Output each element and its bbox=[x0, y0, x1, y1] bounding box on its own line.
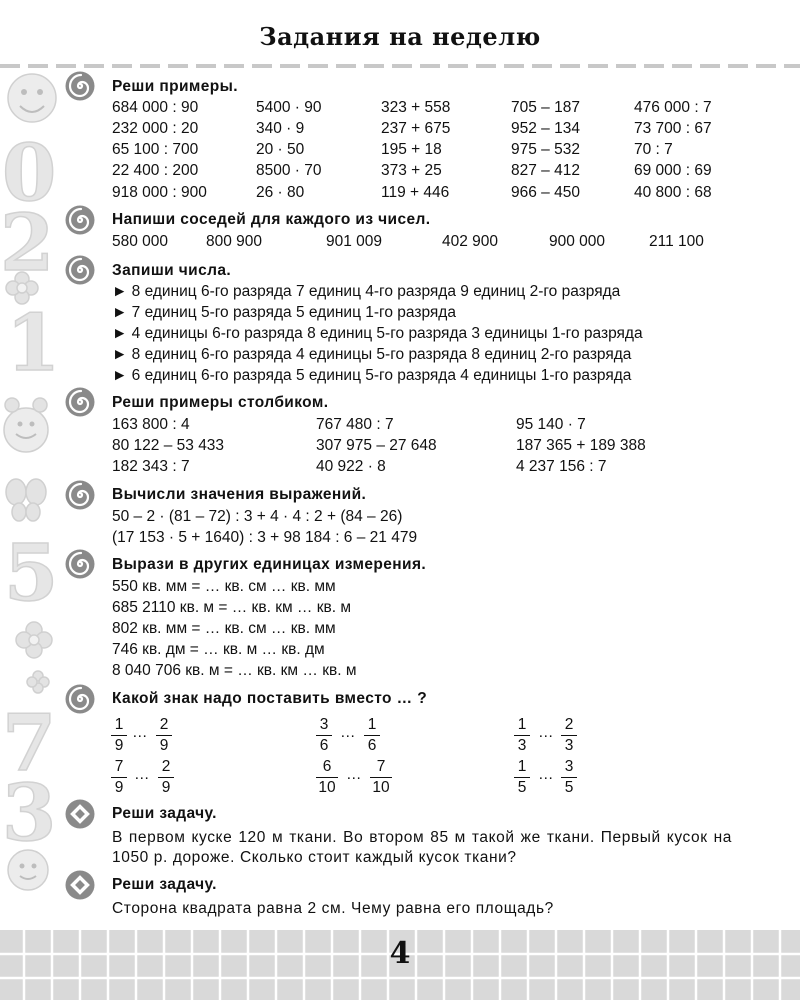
unit-conversion: 685 2110 кв. м = … кв. км … кв. м bbox=[112, 599, 352, 616]
denominator: 10 bbox=[372, 779, 390, 796]
task-text: Сторона квадрата равна 2 см. Чему равна его площадь? bbox=[112, 900, 554, 917]
denominator: 3 bbox=[517, 737, 527, 754]
unit-conversion: 8 040 706 кв. м = … кв. км … кв. м bbox=[112, 662, 357, 679]
numerator: 1 bbox=[514, 758, 530, 778]
page-number: 4 bbox=[389, 936, 411, 971]
spiral-icon bbox=[64, 254, 96, 286]
fraction bbox=[364, 716, 380, 755]
ellipsis: … bbox=[346, 766, 362, 783]
fraction bbox=[111, 716, 127, 755]
numerator: 7 bbox=[111, 758, 127, 778]
column-example: 767 480 : 7 bbox=[316, 416, 394, 433]
section-heading: Реши примеры. bbox=[112, 78, 238, 95]
column-example: 182 343 : 7 bbox=[112, 458, 190, 475]
numerator: 7 bbox=[370, 758, 392, 778]
denominator: 9 bbox=[114, 779, 124, 796]
example: 69 000 : 69 bbox=[634, 162, 712, 179]
denominator: 9 bbox=[159, 737, 169, 754]
spiral-icon bbox=[64, 548, 96, 580]
fraction bbox=[561, 716, 577, 755]
list-item: ► 6 единиц 6-го разряда 5 единиц 5-го разряда 4 единицы 1-го разряда bbox=[112, 367, 632, 384]
fraction bbox=[316, 716, 332, 755]
list-item: ► 8 единиц 6-го разряда 7 единиц 4-го разряда 9 единиц 2-го разряда bbox=[112, 283, 621, 300]
decor-digit: 3 bbox=[2, 768, 57, 859]
expression: (17 153 · 5 + 1640) : 3 + 98 184 : 6 – 21 479 bbox=[112, 529, 418, 546]
denominator: 10 bbox=[318, 779, 336, 796]
numerator: 1 bbox=[514, 716, 530, 736]
list-item: ► 8 единиц 6-го разряда 4 единицы 5-го разряда 8 единиц 2-го разряда bbox=[112, 346, 632, 363]
unit-conversion: 802 кв. мм = … кв. см … кв. мм bbox=[112, 620, 336, 637]
example: 65 100 : 700 bbox=[112, 141, 199, 158]
example: 40 800 : 68 bbox=[634, 184, 712, 201]
section-heading: Реши задачу. bbox=[112, 876, 217, 893]
ellipsis: … bbox=[132, 724, 148, 741]
example: 232 000 : 20 bbox=[112, 120, 199, 137]
number: 901 009 bbox=[326, 233, 383, 250]
example: 70 : 7 bbox=[634, 141, 673, 158]
example: 952 – 134 bbox=[511, 120, 580, 137]
column-example: 4 237 156 : 7 bbox=[516, 458, 607, 475]
numerator: 1 bbox=[364, 716, 380, 736]
numerator: 3 bbox=[316, 716, 332, 736]
fraction bbox=[111, 758, 127, 797]
numerator: 2 bbox=[158, 758, 174, 778]
numerator: 2 bbox=[156, 716, 172, 736]
spiral-icon bbox=[64, 386, 96, 418]
example: 975 – 532 bbox=[511, 141, 580, 158]
section-heading: Реши примеры столбиком. bbox=[112, 394, 329, 411]
example: 323 + 558 bbox=[381, 99, 451, 116]
section-heading: Напиши соседей для каждого из чисел. bbox=[112, 211, 431, 228]
fraction bbox=[370, 758, 392, 797]
denominator: 6 bbox=[367, 737, 377, 754]
diamond-icon bbox=[64, 869, 96, 901]
numerator: 2 bbox=[561, 716, 577, 736]
number: 580 000 bbox=[112, 233, 169, 250]
example: 373 + 25 bbox=[381, 162, 442, 179]
example: 684 000 : 90 bbox=[112, 99, 199, 116]
fraction bbox=[158, 758, 174, 797]
example: 26 · 80 bbox=[256, 184, 305, 201]
example: 918 000 : 900 bbox=[112, 184, 207, 201]
section-heading: Реши задачу. bbox=[112, 805, 217, 822]
numerator: 1 bbox=[111, 716, 127, 736]
decor-digit: 0 bbox=[2, 128, 57, 219]
spiral-icon bbox=[64, 204, 96, 236]
task-text: В первом куске 120 м ткани. Во втором 85 м такой же ткани. Первый кусок на 1050 р. дороже. Сколько стоит каждый кусок ткани? bbox=[112, 829, 732, 866]
denominator: 5 bbox=[564, 779, 574, 796]
denominator: 9 bbox=[114, 737, 124, 754]
example: 73 700 : 67 bbox=[634, 120, 712, 137]
numerator: 3 bbox=[561, 758, 577, 778]
ellipsis: … bbox=[134, 766, 150, 783]
decor-digit: 7 bbox=[2, 698, 57, 789]
expression: 50 – 2 · (81 – 72) : 3 + 4 · 4 : 2 + (84 – 26) bbox=[112, 508, 403, 525]
diamond-icon bbox=[64, 798, 96, 830]
number: 211 100 bbox=[649, 233, 704, 250]
column-example: 187 365 + 189 388 bbox=[516, 437, 646, 454]
list-item: ► 4 единицы 6-го разряда 8 единиц 5-го разряда 3 единицы 1-го разряда bbox=[112, 325, 643, 342]
denominator: 5 bbox=[517, 779, 527, 796]
decor-digit: 5 bbox=[4, 528, 59, 619]
spiral-icon bbox=[64, 70, 96, 102]
example: 705 – 187 bbox=[511, 99, 580, 116]
denominator: 9 bbox=[161, 779, 171, 796]
example: 966 – 450 bbox=[511, 184, 580, 201]
number: 402 900 bbox=[442, 233, 499, 250]
column-example: 307 975 – 27 648 bbox=[316, 437, 437, 454]
ellipsis: … bbox=[538, 724, 554, 741]
fraction bbox=[316, 758, 338, 797]
column-example: 95 140 · 7 bbox=[516, 416, 586, 433]
number: 900 000 bbox=[549, 233, 606, 250]
fraction bbox=[514, 758, 530, 797]
list-item: ► 7 единиц 5-го разряда 5 единиц 1-го разряда bbox=[112, 304, 456, 321]
ellipsis: … bbox=[538, 766, 554, 783]
example: 237 + 675 bbox=[381, 120, 451, 137]
example: 20 · 50 bbox=[256, 141, 305, 158]
decor-digit: 1 bbox=[6, 298, 60, 389]
denominator: 3 bbox=[564, 737, 574, 754]
example: 22 400 : 200 bbox=[112, 162, 199, 179]
spiral-icon bbox=[64, 683, 96, 715]
unit-conversion: 550 кв. мм = … кв. см … кв. мм bbox=[112, 578, 336, 595]
numerator: 6 bbox=[316, 758, 338, 778]
number: 800 900 bbox=[206, 233, 263, 250]
page-title: Задания на неделю bbox=[259, 22, 541, 51]
example: 5400 · 90 bbox=[256, 99, 322, 116]
section-heading: Вычисли значения выражений. bbox=[112, 486, 367, 503]
fraction bbox=[514, 716, 530, 755]
example: 8500 · 70 bbox=[256, 162, 322, 179]
example: 476 000 : 7 bbox=[634, 99, 712, 116]
unit-conversion: 746 кв. дм = … кв. м … кв. дм bbox=[112, 641, 325, 658]
column-example: 80 122 – 53 433 bbox=[112, 437, 225, 454]
decor-digit: 2 bbox=[0, 198, 55, 289]
example: 195 + 18 bbox=[381, 141, 442, 158]
column-example: 163 800 : 4 bbox=[112, 416, 190, 433]
example: 340 · 9 bbox=[256, 120, 305, 137]
spiral-icon bbox=[64, 479, 96, 511]
fraction bbox=[561, 758, 577, 797]
fraction bbox=[156, 716, 172, 755]
section-heading: Вырази в других единицах измерения. bbox=[112, 556, 427, 573]
section-heading: Какой знак надо поставить вместо … ? bbox=[112, 690, 428, 707]
column-example: 40 922 · 8 bbox=[316, 458, 386, 475]
section-heading: Запиши числа. bbox=[112, 262, 232, 279]
example: 119 + 446 bbox=[381, 184, 450, 201]
denominator: 6 bbox=[319, 737, 329, 754]
ellipsis: … bbox=[340, 724, 356, 741]
example: 827 – 412 bbox=[511, 162, 580, 179]
